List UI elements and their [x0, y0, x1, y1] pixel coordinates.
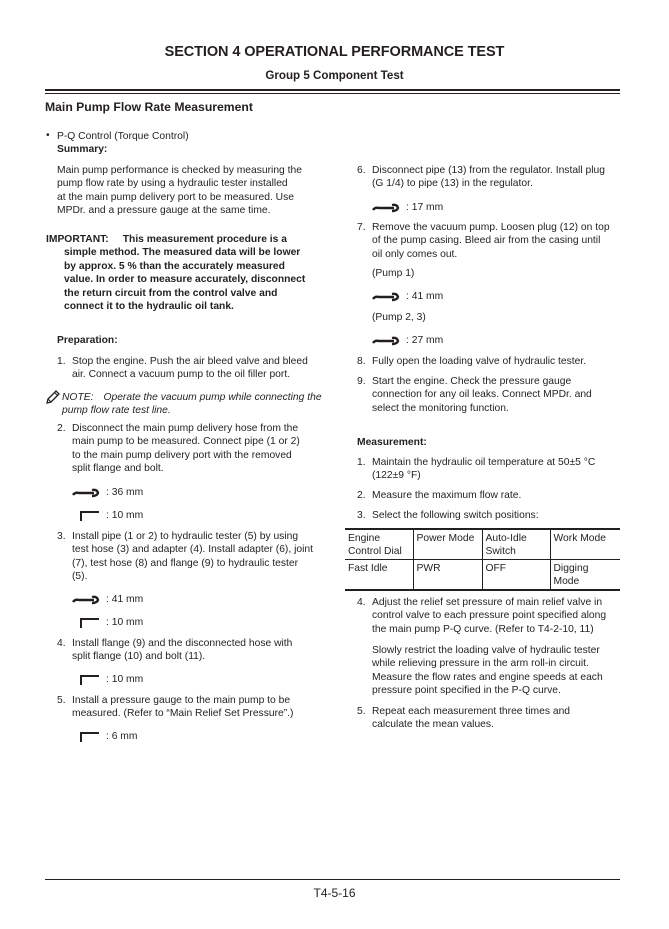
table-row — [345, 560, 620, 590]
pencil-icon — [45, 390, 61, 404]
summary-line: at the main pump delivery port to be measured. Use — [57, 191, 294, 203]
control-type-label: P-Q Control (Torque Control) — [57, 131, 189, 142]
measure-step-1 — [357, 456, 622, 483]
tool-spec-hex-10 — [72, 616, 143, 630]
step-number: 5. — [57, 695, 66, 706]
switch-position-table — [345, 528, 620, 591]
step-line: Fully open the loading valve of hydraulic tester. — [372, 356, 587, 367]
step-line: (G 1/4) to pipe (13) in the regulator. — [372, 178, 533, 190]
measure-step-4 — [357, 596, 622, 636]
hex-key-icon — [72, 674, 102, 686]
step-line: Remove the vacuum pump. Loosen plug (12) on top — [372, 222, 610, 233]
tool-spec-hex-10 — [72, 509, 143, 523]
pump-1-label: (Pump 1) — [372, 268, 415, 279]
step-number: 3. — [57, 531, 66, 542]
step-line: connection for any oil leaks. Connect MPDr. and — [372, 389, 592, 401]
note-label: NOTE: — [62, 392, 94, 403]
wrench-icon — [72, 594, 102, 606]
prep-step-4 — [57, 637, 322, 664]
step-line: Adjust the relief set pressure of main relief valve in — [372, 597, 603, 608]
section-title: SECTION 4 OPERATIONAL PERFORMANCE TEST — [164, 44, 505, 60]
step-line: select the monitoring function. — [372, 402, 509, 414]
step-line: Install a pressure gauge to the main pump to be — [72, 695, 291, 706]
detail-line: while relieving pressure in the arm roll-in circuit. — [372, 658, 589, 670]
step-line: (122±9 °F) — [372, 470, 421, 482]
tool-spec-wrench-36 — [72, 486, 143, 500]
detail-line: Measure the flow rates and engine speeds at each — [372, 671, 603, 683]
tool-size: : 41 mm — [106, 594, 144, 606]
important-line: This measurement procedure is a — [122, 234, 287, 245]
header-rule-thin — [45, 93, 620, 94]
prep-step-6 — [357, 164, 622, 191]
step-number: 4. — [57, 638, 66, 649]
step-number: 7. — [357, 222, 366, 233]
step-number: 3. — [357, 510, 366, 521]
step-line: Measure the maximum flow rate. — [372, 490, 522, 501]
step-number: 8. — [357, 356, 366, 367]
step-number: 9. — [357, 376, 366, 387]
summary-paragraph — [57, 164, 327, 218]
summary-line: Main pump performance is checked by measuring the — [57, 165, 302, 176]
pump-2-3-label: (Pump 2, 3) — [372, 312, 426, 323]
note-line: pump flow rate test line. — [62, 405, 171, 417]
preparation-heading: Preparation: — [57, 335, 118, 346]
tool-spec-hex-10 — [72, 673, 143, 687]
step-4-detail — [372, 644, 632, 698]
table-cell: PWR — [413, 560, 482, 590]
tool-size: : 36 mm — [106, 487, 144, 499]
wrench-icon — [72, 487, 102, 499]
tool-size: : 10 mm — [106, 617, 144, 629]
step-line: Disconnect pipe (13) from the regulator. Install plug — [372, 165, 605, 176]
tool-spec-wrench-17 — [372, 201, 443, 215]
step-number: 1. — [357, 457, 366, 468]
step-line: Start the engine. Check the pressure gauge — [372, 376, 572, 387]
step-line: main pump to be measured. Connect pipe (1 or 2) — [72, 436, 300, 448]
hex-key-icon — [72, 731, 102, 743]
step-number: 1. — [57, 356, 66, 367]
tool-spec-wrench-41 — [72, 593, 143, 607]
table-cell: Fast Idle — [348, 563, 388, 574]
note-block — [45, 391, 335, 418]
table-header-cell: Auto-Idle Switch — [482, 530, 550, 560]
prep-step-3 — [57, 530, 322, 584]
important-line: by approx. 5 % than the accurately measured — [64, 260, 285, 272]
step-line: split flange and bolt. — [72, 463, 164, 475]
prep-step-5 — [57, 694, 322, 721]
important-line: value. In order to measure accurately, disconnect — [64, 274, 306, 286]
important-line: connect it to the hydraulic oil tank. — [64, 301, 234, 313]
step-line: Maintain the hydraulic oil temperature at 50±5 °C — [372, 457, 596, 468]
step-line: Stop the engine. Push the air bleed valve and bleed — [72, 356, 308, 367]
step-number: 2. — [57, 423, 66, 434]
table-cell: Digging Mode — [550, 560, 620, 590]
summary-heading: Summary: — [57, 144, 108, 155]
step-line: of the pump casing. Bleed air from the casing until — [372, 235, 601, 247]
step-line: Install pipe (1 or 2) to hydraulic tester (5) by using — [72, 531, 299, 542]
hex-key-icon — [72, 510, 102, 522]
measurement-heading: Measurement: — [357, 437, 427, 448]
tool-size: : 6 mm — [106, 731, 138, 743]
measure-step-3 — [357, 509, 622, 522]
tool-spec-wrench-27 — [372, 334, 443, 348]
prep-step-7 — [357, 221, 622, 261]
wrench-icon — [372, 202, 402, 214]
wrench-icon — [372, 291, 402, 303]
step-line: control valve to each pressure point specified along — [372, 610, 607, 622]
prep-step-9 — [357, 375, 622, 415]
step-line: Select the following switch positions: — [372, 510, 539, 521]
prep-step-2 — [57, 422, 322, 476]
detail-line: pressure point specified in the P-Q curve. — [372, 685, 561, 697]
step-line: test hose (3) and adapter (4). Install adapter (6), joint — [72, 544, 313, 556]
step-line: Disconnect the main pump delivery hose from the — [72, 423, 299, 434]
tool-size: : 27 mm — [406, 335, 444, 347]
summary-line: MPDr. and a pressure gauge at the same time. — [57, 205, 271, 217]
table-header-cell: Power Mode — [413, 530, 482, 560]
step-number: 5. — [357, 706, 366, 717]
detail-line: Slowly restrict the loading valve of hydraulic tester — [372, 645, 600, 656]
wrench-icon — [372, 335, 402, 347]
step-line: to the main pump delivery port with the removed — [72, 449, 292, 461]
tool-size: : 41 mm — [406, 291, 444, 303]
step-line: the main pump P-Q curve. (Refer to T4-2-10, 11) — [372, 623, 594, 635]
footer-rule — [45, 879, 620, 880]
step-line: Repeat each measurement three times and — [372, 706, 571, 717]
step-line: (5). — [72, 571, 88, 583]
step-line: air. Connect a vacuum pump to the oil filler port. — [72, 369, 291, 381]
header-rule-thick — [45, 89, 620, 91]
important-line: the return circuit from the control valve and — [64, 287, 278, 299]
step-number: 2. — [357, 490, 366, 501]
step-line: Install flange (9) and the disconnected hose with — [72, 638, 293, 649]
tool-spec-wrench-41 — [372, 290, 443, 304]
measure-step-5 — [357, 705, 622, 732]
bullet-icon: • — [46, 130, 50, 141]
page-number: T4-5-16 — [313, 886, 356, 900]
prep-step-8 — [357, 355, 622, 368]
table-cell: OFF — [482, 560, 550, 590]
important-label: IMPORTANT: — [46, 234, 109, 245]
step-line: split flange (10) and bolt (11). — [72, 651, 206, 663]
step-line: calculate the mean values. — [372, 719, 494, 731]
step-number: 4. — [357, 597, 366, 608]
measure-step-2 — [357, 489, 622, 502]
step-number: 6. — [357, 165, 366, 176]
note-line: Operate the vacuum pump while connecting the — [103, 392, 322, 403]
table-header-cell: Work Mode — [550, 530, 620, 560]
topic-title: Main Pump Flow Rate Measurement — [45, 100, 253, 114]
step-line: (7), test hose (8) and flange (9) to hydraulic tester — [72, 557, 299, 569]
group-title: Group 5 Component Test — [265, 69, 404, 82]
hex-key-icon — [72, 617, 102, 629]
prep-step-1 — [57, 355, 322, 382]
tool-size: : 10 mm — [106, 510, 144, 522]
important-notice — [46, 233, 336, 313]
step-line: oil only comes out. — [372, 248, 458, 260]
tool-size: : 10 mm — [106, 674, 144, 686]
important-line: simple method. The measured data will be lower — [64, 247, 301, 259]
tool-spec-hex-6 — [72, 730, 137, 744]
table-header-row — [345, 530, 620, 560]
step-line: measured. (Refer to “Main Relief Set Pressure”.) — [72, 708, 294, 720]
summary-line: pump flow rate by using a hydraulic tester installed — [57, 178, 288, 190]
tool-size: : 17 mm — [406, 202, 444, 214]
table-header-cell: Engine Control Dial — [345, 530, 413, 560]
